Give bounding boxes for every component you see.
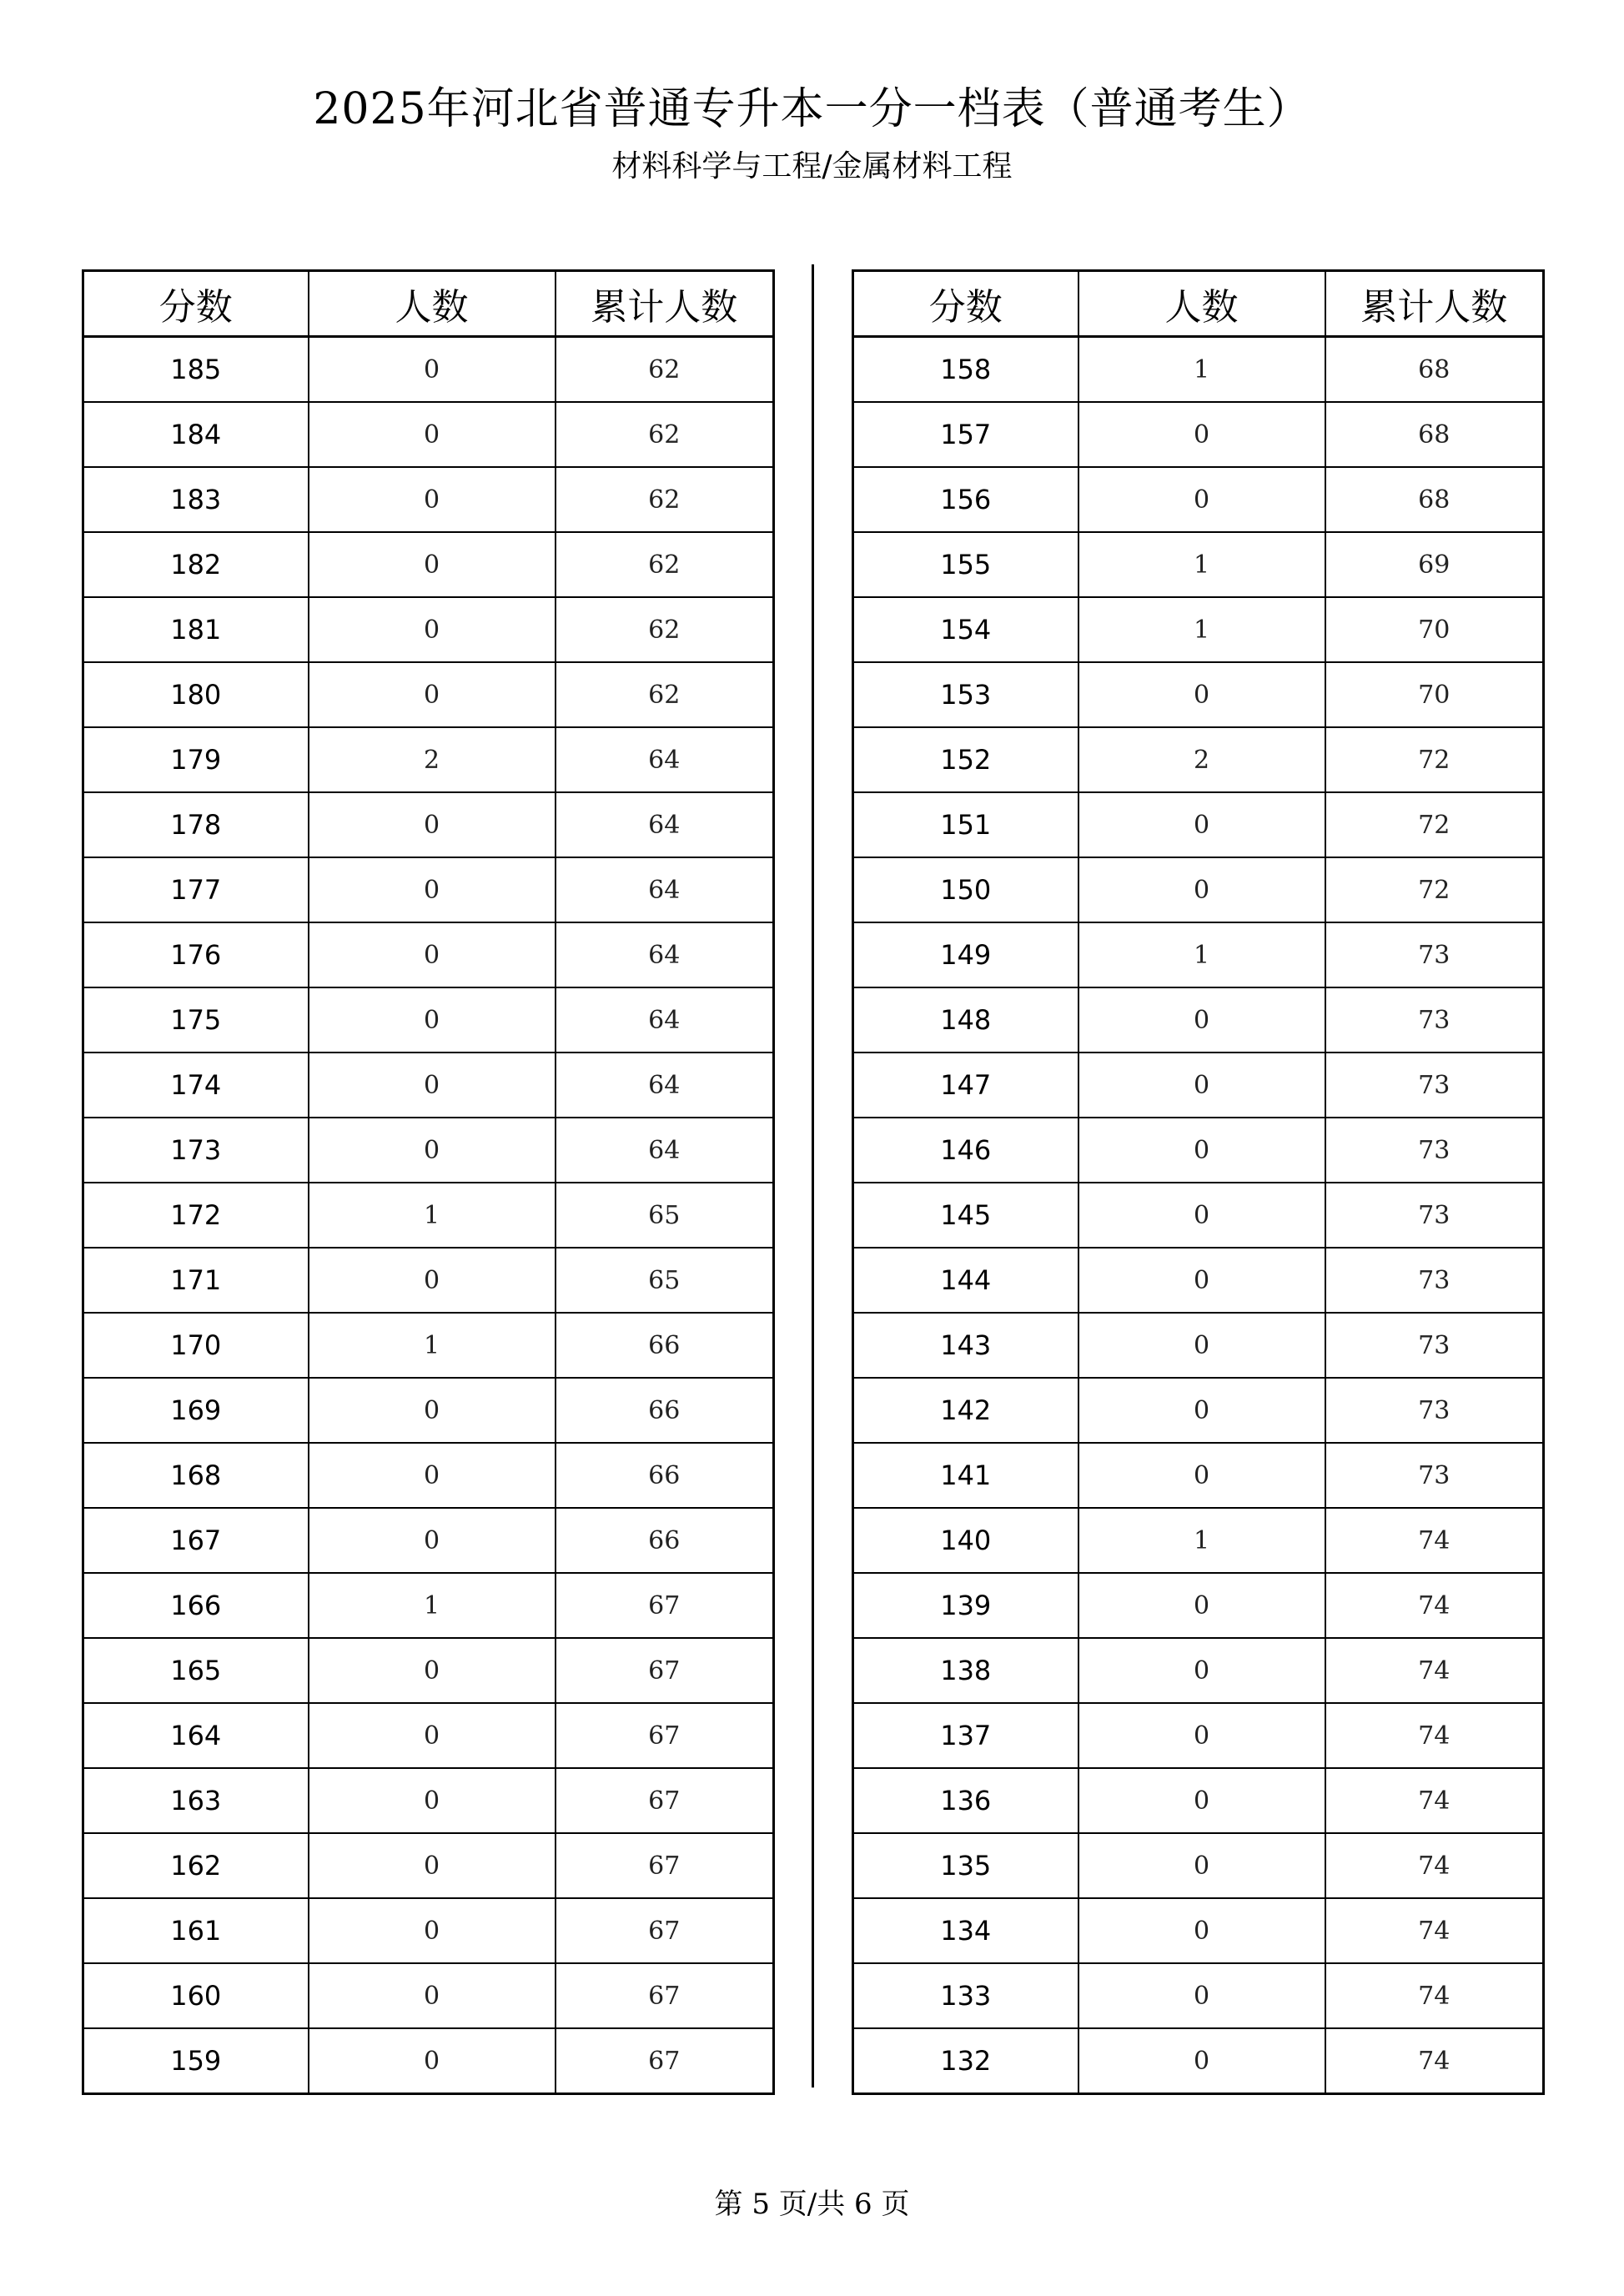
score-cell: 158: [853, 337, 1078, 403]
count-cell: 0: [1078, 1053, 1325, 1118]
cumulative-cell: 67: [556, 1638, 774, 1703]
count-cell: 0: [1078, 1573, 1325, 1638]
count-cell: 0: [309, 792, 556, 857]
cumulative-cell: 66: [556, 1378, 774, 1443]
page-subtitle: 材料科学与工程/金属材料工程: [611, 149, 1013, 183]
table-row: [83, 1118, 774, 1183]
cumulative-cell: 67: [556, 1898, 774, 1963]
score-cell: 137: [853, 1703, 1078, 1768]
score-cell: 133: [853, 1963, 1078, 2028]
score-cell: 166: [83, 1573, 309, 1638]
count-cell: 0: [309, 1768, 556, 1833]
count-cell: 0: [309, 1963, 556, 2028]
header-cumulative: 累计人数: [556, 271, 774, 337]
score-cell: 170: [83, 1313, 309, 1378]
table-row: [83, 1898, 774, 1963]
score-table-right: [852, 269, 1545, 2095]
cumulative-cell: 73: [1325, 922, 1544, 987]
score-cell: 179: [83, 727, 309, 792]
table-row: [853, 727, 1544, 792]
cumulative-cell: 64: [556, 727, 774, 792]
cumulative-cell: 67: [556, 2028, 774, 2094]
table-row: [83, 1963, 774, 2028]
cumulative-cell: 74: [1325, 1768, 1544, 1833]
table-row: [83, 597, 774, 662]
score-cell: 144: [853, 1248, 1078, 1313]
count-cell: 0: [1078, 1443, 1325, 1508]
score-cell: 178: [83, 792, 309, 857]
page-title: 2025年河北省普通专升本一分一档表（普通考生）: [313, 84, 1311, 134]
count-cell: 0: [1078, 1703, 1325, 1768]
score-cell: 182: [83, 532, 309, 597]
cumulative-cell: 72: [1325, 727, 1544, 792]
table-row: [853, 467, 1544, 532]
table-row: [853, 922, 1544, 987]
score-cell: 151: [853, 792, 1078, 857]
table-row: [83, 1248, 774, 1313]
table-row: [83, 1768, 774, 1833]
table-row: [83, 987, 774, 1053]
table-row: [83, 467, 774, 532]
score-cell: 159: [83, 2028, 309, 2094]
cumulative-cell: 66: [556, 1313, 774, 1378]
cumulative-cell: 62: [556, 662, 774, 727]
cumulative-cell: 66: [556, 1443, 774, 1508]
table-row: [83, 1573, 774, 1638]
count-cell: 0: [1078, 1118, 1325, 1183]
score-cell: 169: [83, 1378, 309, 1443]
table-row: [853, 1703, 1544, 1768]
count-cell: 0: [309, 987, 556, 1053]
score-cell: 152: [853, 727, 1078, 792]
table-row: [853, 1378, 1544, 1443]
count-cell: 0: [1078, 402, 1325, 467]
table-row: [83, 1703, 774, 1768]
score-cell: 167: [83, 1508, 309, 1573]
score-cell: 142: [853, 1378, 1078, 1443]
cumulative-cell: 68: [1325, 337, 1544, 403]
score-cell: 180: [83, 662, 309, 727]
score-cell: 155: [853, 532, 1078, 597]
table-row: [83, 402, 774, 467]
cumulative-cell: 67: [556, 1573, 774, 1638]
count-cell: 0: [309, 922, 556, 987]
cumulative-cell: 64: [556, 987, 774, 1053]
count-cell: 0: [309, 1053, 556, 1118]
header-score: 分数: [853, 271, 1078, 337]
cumulative-cell: 73: [1325, 987, 1544, 1053]
table-row: [853, 337, 1544, 403]
table-row: [83, 532, 774, 597]
score-table-left: [82, 269, 775, 2095]
count-cell: 0: [309, 662, 556, 727]
count-cell: 0: [1078, 987, 1325, 1053]
table-row: [853, 1053, 1544, 1118]
count-cell: 2: [1078, 727, 1325, 792]
score-cell: 145: [853, 1183, 1078, 1248]
score-cell: 143: [853, 1313, 1078, 1378]
table-row: [83, 857, 774, 922]
table-row: [83, 792, 774, 857]
score-cell: 173: [83, 1118, 309, 1183]
cumulative-cell: 64: [556, 1053, 774, 1118]
table-row: [83, 1443, 774, 1508]
count-cell: 0: [309, 1703, 556, 1768]
score-cell: 153: [853, 662, 1078, 727]
count-cell: 0: [1078, 662, 1325, 727]
count-cell: 0: [1078, 1313, 1325, 1378]
cumulative-cell: 65: [556, 1183, 774, 1248]
count-cell: 0: [309, 1248, 556, 1313]
cumulative-cell: 72: [1325, 857, 1544, 922]
count-cell: 0: [309, 2028, 556, 2094]
cumulative-cell: 73: [1325, 1313, 1544, 1378]
count-cell: 1: [309, 1313, 556, 1378]
count-cell: 1: [1078, 1508, 1325, 1573]
count-cell: 0: [1078, 1898, 1325, 1963]
cumulative-cell: 64: [556, 922, 774, 987]
count-cell: 0: [309, 1833, 556, 1898]
cumulative-cell: 73: [1325, 1378, 1544, 1443]
count-cell: 0: [309, 1118, 556, 1183]
count-cell: 0: [309, 402, 556, 467]
count-cell: 0: [309, 1898, 556, 1963]
count-cell: 0: [309, 1378, 556, 1443]
table-row: [83, 1183, 774, 1248]
score-cell: 163: [83, 1768, 309, 1833]
cumulative-cell: 66: [556, 1508, 774, 1573]
count-cell: 0: [309, 597, 556, 662]
count-cell: 0: [1078, 1963, 1325, 2028]
cumulative-cell: 70: [1325, 662, 1544, 727]
column-divider: [812, 264, 814, 2088]
score-cell: 156: [853, 467, 1078, 532]
count-cell: 0: [309, 1638, 556, 1703]
count-cell: 0: [1078, 1183, 1325, 1248]
count-cell: 0: [309, 857, 556, 922]
header-cumulative: 累计人数: [1325, 271, 1544, 337]
table-row: [853, 792, 1544, 857]
cumulative-cell: 69: [1325, 532, 1544, 597]
table-row: [83, 1313, 774, 1378]
count-cell: 0: [1078, 1833, 1325, 1898]
cumulative-cell: 70: [1325, 597, 1544, 662]
table-row: [83, 1833, 774, 1898]
table-row: [853, 597, 1544, 662]
cumulative-cell: 62: [556, 532, 774, 597]
cumulative-cell: 67: [556, 1833, 774, 1898]
header-score: 分数: [83, 271, 309, 337]
count-cell: 2: [309, 727, 556, 792]
table-row: [83, 727, 774, 792]
cumulative-cell: 64: [556, 1118, 774, 1183]
score-cell: 132: [853, 2028, 1078, 2094]
cumulative-cell: 65: [556, 1248, 774, 1313]
score-cell: 161: [83, 1898, 309, 1963]
score-cell: 134: [853, 1898, 1078, 1963]
count-cell: 0: [309, 467, 556, 532]
table-row: [853, 1118, 1544, 1183]
count-cell: 1: [309, 1183, 556, 1248]
count-cell: 0: [1078, 857, 1325, 922]
table-row: [853, 1508, 1544, 1573]
cumulative-cell: 64: [556, 857, 774, 922]
count-cell: 1: [309, 1573, 556, 1638]
score-cell: 172: [83, 1183, 309, 1248]
table-row: [853, 1963, 1544, 2028]
score-cell: 147: [853, 1053, 1078, 1118]
table-header-row: [853, 271, 1544, 337]
table-row: [853, 1768, 1544, 1833]
count-cell: 1: [1078, 922, 1325, 987]
table-row: [83, 922, 774, 987]
cumulative-cell: 73: [1325, 1443, 1544, 1508]
score-cell: 139: [853, 1573, 1078, 1638]
cumulative-cell: 74: [1325, 1833, 1544, 1898]
count-cell: 1: [1078, 597, 1325, 662]
count-cell: 1: [1078, 532, 1325, 597]
count-cell: 0: [1078, 2028, 1325, 2094]
count-cell: 1: [1078, 337, 1325, 403]
score-cell: 154: [853, 597, 1078, 662]
cumulative-cell: 73: [1325, 1053, 1544, 1118]
cumulative-cell: 73: [1325, 1118, 1544, 1183]
table-row: [853, 987, 1544, 1053]
count-cell: 0: [309, 532, 556, 597]
score-cell: 136: [853, 1768, 1078, 1833]
score-cell: 150: [853, 857, 1078, 922]
cumulative-cell: 73: [1325, 1248, 1544, 1313]
cumulative-cell: 67: [556, 1768, 774, 1833]
table-header-row: [83, 271, 774, 337]
table-row: [853, 402, 1544, 467]
score-cell: 165: [83, 1638, 309, 1703]
count-cell: 0: [1078, 1638, 1325, 1703]
score-cell: 184: [83, 402, 309, 467]
cumulative-cell: 62: [556, 337, 774, 403]
score-cell: 148: [853, 987, 1078, 1053]
count-cell: 0: [1078, 792, 1325, 857]
count-cell: 0: [1078, 1768, 1325, 1833]
table-row: [853, 1833, 1544, 1898]
table-row: [853, 1313, 1544, 1378]
table-row: [853, 2028, 1544, 2094]
table-row: [83, 1638, 774, 1703]
table-row: [853, 1248, 1544, 1313]
count-cell: 0: [309, 337, 556, 403]
score-cell: 181: [83, 597, 309, 662]
cumulative-cell: 73: [1325, 1183, 1544, 1248]
score-cell: 157: [853, 402, 1078, 467]
score-cell: 176: [83, 922, 309, 987]
table-row: [83, 1053, 774, 1118]
cumulative-cell: 74: [1325, 1573, 1544, 1638]
score-cell: 141: [853, 1443, 1078, 1508]
cumulative-cell: 67: [556, 1963, 774, 2028]
cumulative-cell: 62: [556, 402, 774, 467]
score-cell: 174: [83, 1053, 309, 1118]
page-footer: 第 5 页/共 6 页: [714, 2188, 910, 2221]
table-row: [853, 1183, 1544, 1248]
count-cell: 0: [309, 1443, 556, 1508]
score-cell: 149: [853, 922, 1078, 987]
table-row: [83, 2028, 774, 2094]
cumulative-cell: 62: [556, 467, 774, 532]
header-count: 人数: [1078, 271, 1325, 337]
score-cell: 168: [83, 1443, 309, 1508]
score-cell: 162: [83, 1833, 309, 1898]
score-cell: 140: [853, 1508, 1078, 1573]
cumulative-cell: 74: [1325, 1638, 1544, 1703]
table-row: [83, 662, 774, 727]
count-cell: 0: [1078, 467, 1325, 532]
score-cell: 171: [83, 1248, 309, 1313]
score-cell: 146: [853, 1118, 1078, 1183]
table-row: [83, 337, 774, 403]
table-row: [853, 1898, 1544, 1963]
cumulative-cell: 74: [1325, 1703, 1544, 1768]
score-cell: 177: [83, 857, 309, 922]
table-row: [853, 1638, 1544, 1703]
table-row: [83, 1508, 774, 1573]
cumulative-cell: 74: [1325, 1898, 1544, 1963]
cumulative-cell: 68: [1325, 467, 1544, 532]
table-row: [853, 1443, 1544, 1508]
score-cell: 183: [83, 467, 309, 532]
cumulative-cell: 74: [1325, 1963, 1544, 2028]
score-cell: 138: [853, 1638, 1078, 1703]
table-row: [853, 532, 1544, 597]
header-count: 人数: [309, 271, 556, 337]
cumulative-cell: 74: [1325, 2028, 1544, 2094]
table-row: [853, 1573, 1544, 1638]
table-row: [853, 662, 1544, 727]
cumulative-cell: 72: [1325, 792, 1544, 857]
count-cell: 0: [1078, 1378, 1325, 1443]
cumulative-cell: 67: [556, 1703, 774, 1768]
score-cell: 185: [83, 337, 309, 403]
table-row: [83, 1378, 774, 1443]
score-cell: 175: [83, 987, 309, 1053]
cumulative-cell: 74: [1325, 1508, 1544, 1573]
count-cell: 0: [1078, 1248, 1325, 1313]
cumulative-cell: 62: [556, 597, 774, 662]
score-cell: 164: [83, 1703, 309, 1768]
cumulative-cell: 64: [556, 792, 774, 857]
count-cell: 0: [309, 1508, 556, 1573]
score-cell: 135: [853, 1833, 1078, 1898]
cumulative-cell: 68: [1325, 402, 1544, 467]
score-cell: 160: [83, 1963, 309, 2028]
table-row: [853, 857, 1544, 922]
